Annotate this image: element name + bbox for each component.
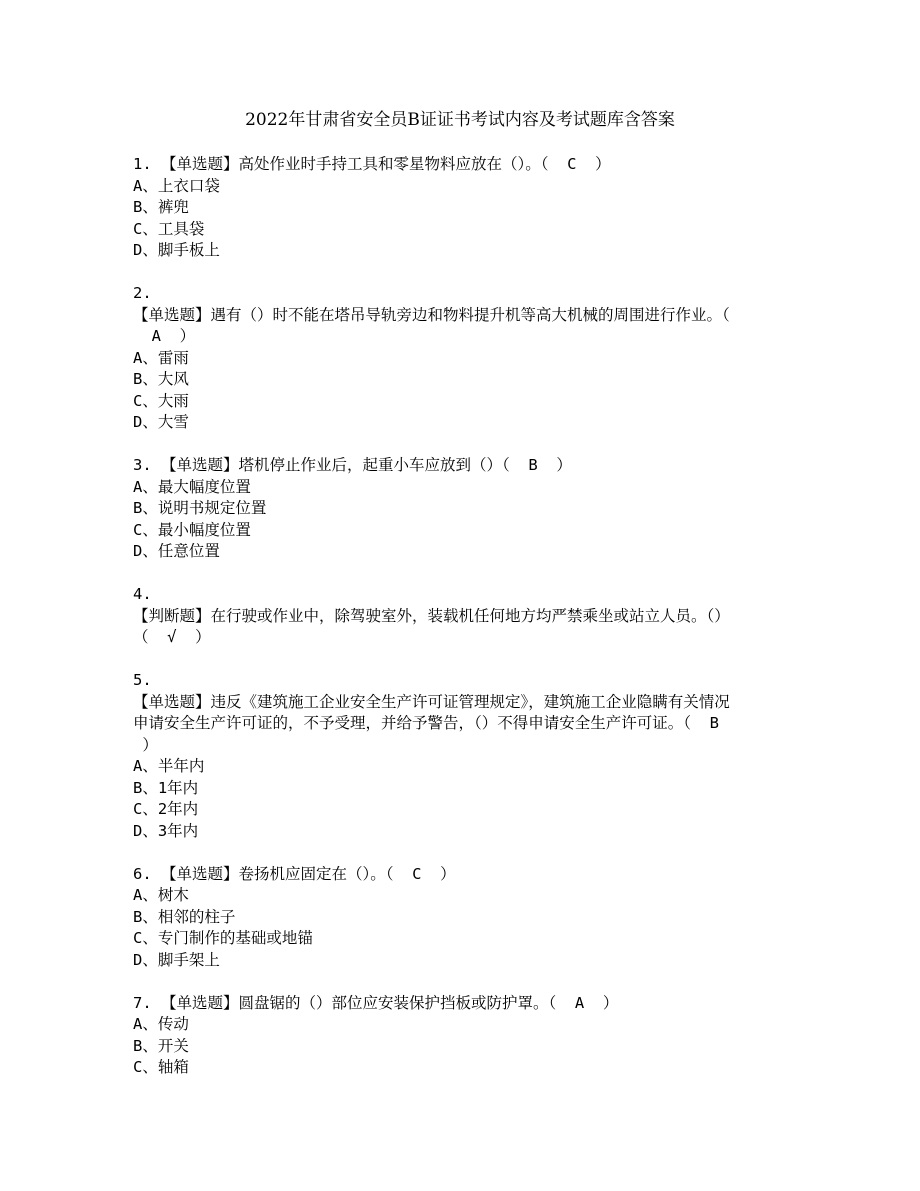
- answer-option: A、传动: [133, 1015, 189, 1033]
- answer-option: A、最大幅度位置: [133, 477, 251, 496]
- answer-option: A、树木: [133, 886, 189, 904]
- answer-option: D、大雪: [133, 413, 189, 431]
- question-number: 2.: [133, 284, 152, 302]
- question-text: 【单选题】遇有（）时不能在塔吊导轨旁边和物料提升机等高大机械的周围进行作业。（: [133, 305, 730, 324]
- answer-option: B、相邻的柱子: [133, 907, 236, 926]
- question-text: 申请安全生产许可证的，不予受理，并给予警告，（）不得申请安全生产许可证。（ B: [133, 714, 719, 732]
- answer-option: C、最小幅度位置: [133, 520, 251, 539]
- answer-option: D、脚手板上: [133, 241, 220, 259]
- answer-option: C、专门制作的基础或地锚: [133, 929, 313, 947]
- answer-option: B、裤兜: [133, 198, 189, 216]
- answer-option: B、说明书规定位置: [133, 499, 267, 517]
- question-number: 5.: [133, 671, 152, 689]
- question-answer: A ）: [133, 327, 196, 345]
- answer-option: C、大雨: [133, 391, 189, 410]
- answer-option: C、2年内: [133, 800, 199, 818]
- question-text: 7. 【单选题】圆盘锯的（）部位应安装保护挡板或防护罩。（ A ）: [133, 993, 619, 1012]
- question-item: [133, 154, 793, 262]
- answer-option: A、半年内: [133, 757, 205, 775]
- question-answer: （ √ ）: [133, 628, 211, 646]
- question-item: [133, 584, 793, 649]
- answer-option: D、脚手架上: [133, 950, 220, 969]
- question-item: [133, 455, 793, 563]
- question-answer: ）: [133, 735, 158, 754]
- document-title: 2022年甘肃省安全员B证证书考试内容及考试题库含答案: [245, 110, 675, 130]
- question-item: [133, 670, 793, 842]
- answer-option: B、开关: [133, 1036, 189, 1055]
- answer-option: B、大风: [133, 370, 189, 388]
- question-text: 6. 【单选题】卷扬机应固定在（）。（ C ）: [133, 864, 456, 883]
- answer-option: D、3年内: [133, 821, 199, 840]
- question-text: 【单选题】违反《建筑施工企业安全生产许可证管理规定》，建筑施工企业隐瞒有关情况: [133, 692, 730, 711]
- question-text: 1. 【单选题】高处作业时手持工具和零星物料应放在（）。（ C ）: [133, 155, 611, 173]
- question-number: 4.: [133, 585, 152, 603]
- answer-option: A、上衣口袋: [133, 176, 220, 195]
- answer-option: A、雷雨: [133, 348, 189, 367]
- answer-option: C、轴箱: [133, 1058, 189, 1076]
- answer-option: D、任意位置: [133, 542, 220, 560]
- answer-option: C、工具袋: [133, 219, 205, 238]
- question-item: [133, 283, 793, 434]
- question-text: 3. 【单选题】塔机停止作业后，起重小车应放到（）（ B ）: [133, 456, 572, 474]
- question-item: [133, 864, 793, 972]
- question-list: [133, 154, 793, 1100]
- question-item: [133, 993, 793, 1079]
- question-text: 【判断题】在行驶或作业中，除驾驶室外，装载机任何地方均严禁乘坐或站立人员。（）: [133, 606, 730, 625]
- answer-option: B、1年内: [133, 778, 199, 797]
